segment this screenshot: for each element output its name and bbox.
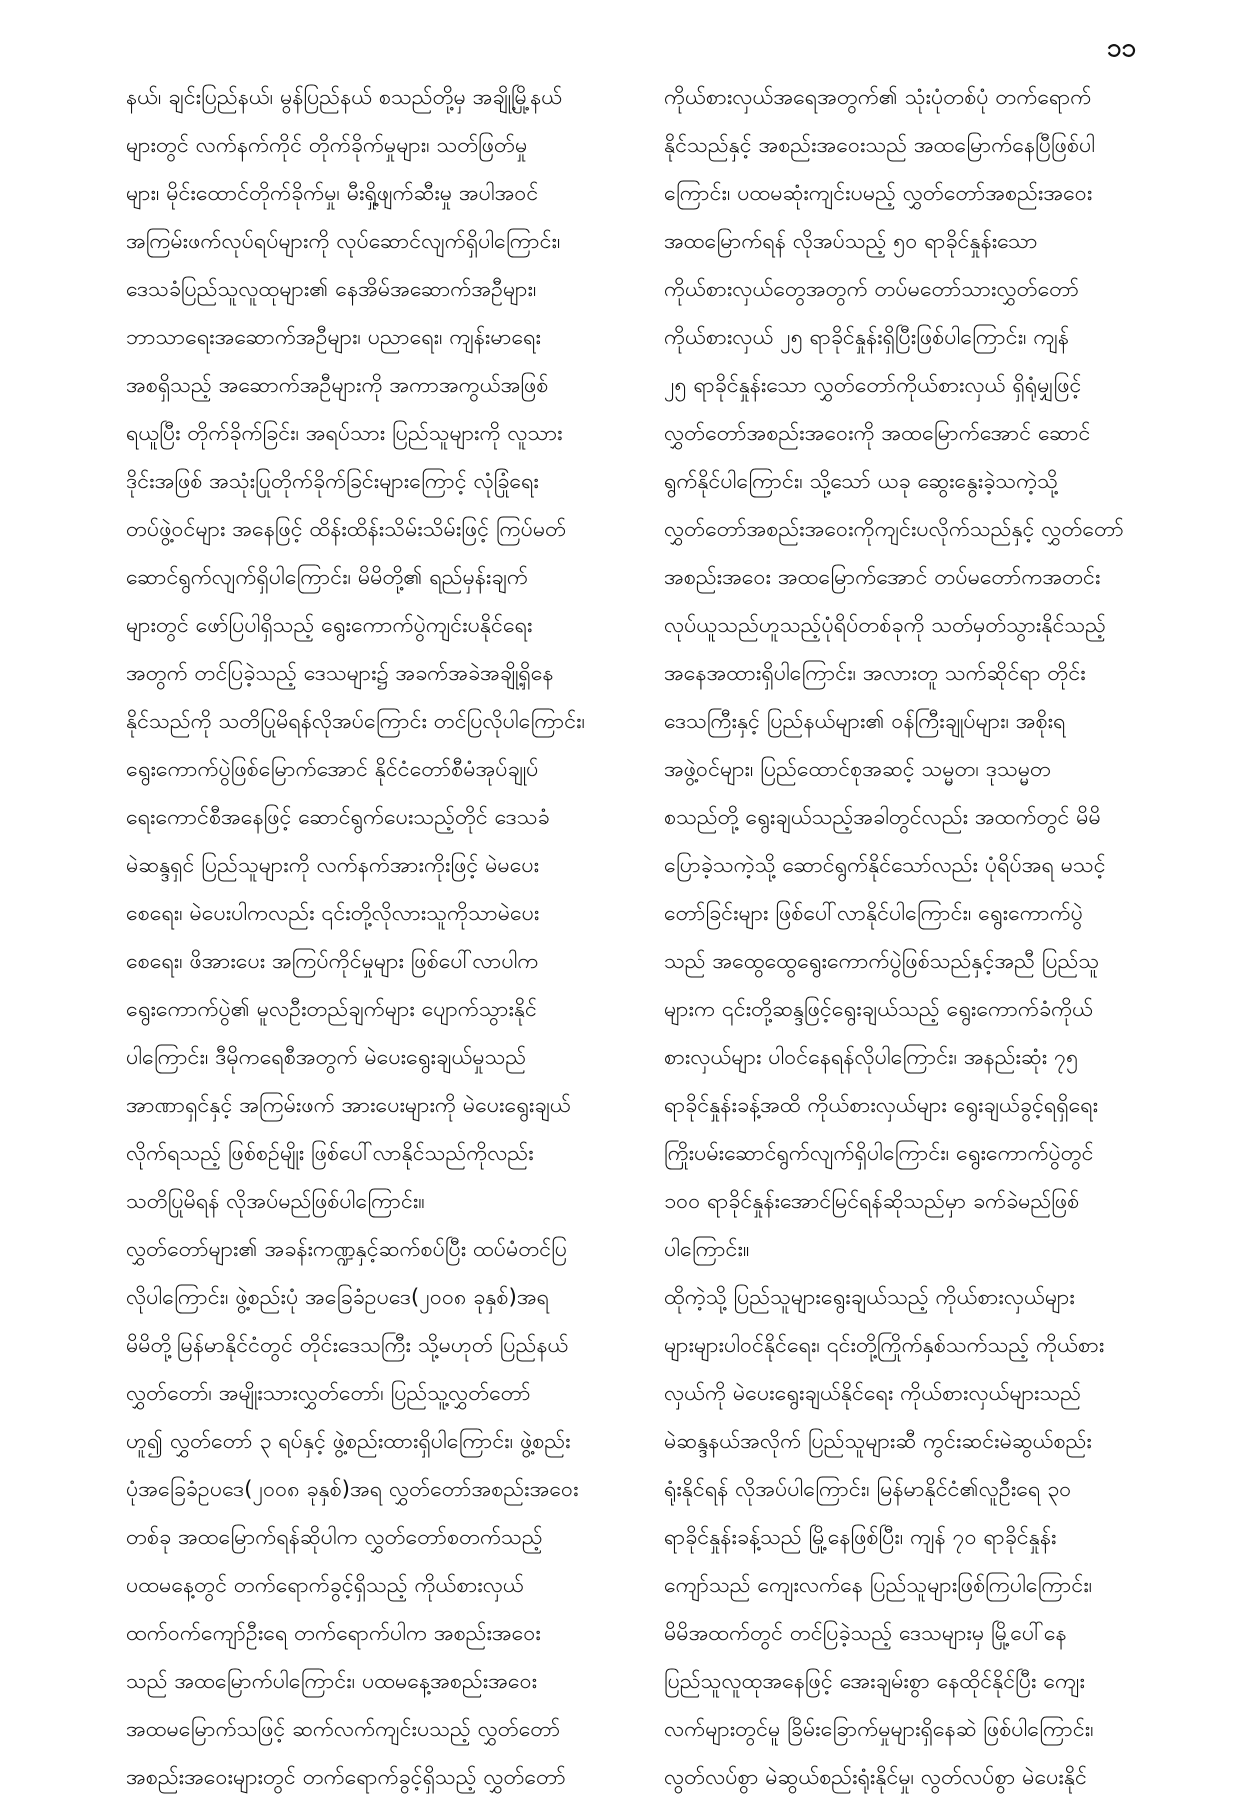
text-line: မိမိအထက်တွင် တင်ပြခဲ့သည့် ဒေသများမှ မြို့ပေါ်နေ [664, 1621, 1067, 1646]
text-line: ၁၀၀ ရာခိုင်နှုန်းအောင်မြင်ရန်ဆိုသည်မှာ ခက်ခဲမည်ဖြစ် [664, 1189, 1080, 1214]
text-line: အထမြောက်ရန် လိုအပ်သည့် ၅၀ ရာခိုင်နှုန်းသော [664, 229, 1038, 254]
text-line: လွတ်လပ်စွာ မဲဆွယ်စည်းရုံးနိုင်မှု၊ လွတ်လပ်စွာ မဲပေးနိုင် [664, 1765, 1087, 1790]
text-line: အထမမြောက်သဖြင့် ဆက်လက်ကျင်းပသည့် လွှတ်တော် [126, 1717, 561, 1742]
text-line: သတိပြုမိရန် လိုအပ်မည်ဖြစ်ပါကြောင်း။ [126, 1189, 425, 1214]
text-line: စေရေး၊ မဲပေးပါကလည်း ၎င်းတို့လိုလားသူကိုသာမဲပေး [126, 901, 540, 926]
text-line: ဒိုင်းအဖြစ် အသုံးပြုတိုက်ခိုက်ခြင်းများကြောင့် လုံခြုံရေး [126, 469, 539, 494]
text-line: ဒေသကြီးနှင့် ပြည်နယ်များ၏ ဝန်ကြီးချုပ်များ၊ အစိုးရ [664, 709, 1066, 734]
left-column [126, 74, 620, 1802]
text-line: ရုံးနိုင်ရန် လိုအပ်ပါကြောင်း၊ မြန်မာနိုင်ငံ၏လူဦးရေ ၃၀ [664, 1477, 1072, 1502]
text-line: ရယူပြီး တိုက်ခိုက်ခြင်း၊ အရပ်သား ပြည်သူများကို လူသား [126, 421, 563, 446]
text-line: ကြိုးပမ်းဆောင်ရွက်လျက်ရှိပါကြောင်း၊ ရွေးကောက်ပွဲတွင် [664, 1141, 1094, 1166]
bullet-text: လွှတ်တော်များ၏ အခန်းကဏ္ဍနှင့်ဆက်စပ်ပြီး ထပ်မံတင်ပြ [126, 1237, 568, 1262]
text-line: ထက်ဝက်ကျော်ဦးရေ တက်ရောက်ပါက အစည်းအဝေး [126, 1621, 541, 1646]
page-number: ၁၁ [1106, 33, 1136, 63]
text-line: တစ်ခု အထမြောက်ရန်ဆိုပါက လွှတ်တော်စတက်သည့် [126, 1525, 543, 1550]
text-line: သည် အထွေထွေရွေးကောက်ပွဲဖြစ်သည်နှင့်အညီ ပြည်သူ [664, 949, 1100, 974]
text-line: အစရှိသည့် အဆောက်အဦများကို အကာအကွယ်အဖြစ် [126, 373, 549, 398]
text-line: ဘာသာရေးအဆောက်အဦများ၊ ပညာရေး၊ ကျန်းမာရေး [126, 325, 541, 350]
text-line: တပ်ဖွဲ့ဝင်များ အနေဖြင့် ထိန်းထိန်းသိမ်းသိမ်းဖြင့် ကြပ်မတ် [126, 517, 567, 542]
text-line [126, 1226, 620, 1274]
text-line: ၂၅ ရာခိုင်နှုန်းသော လွှတ်တော်ကိုယ်စားလှယ် ရှိရုံမျှဖြင့် [664, 373, 1082, 398]
text-line: အဖွဲ့ဝင်များ၊ ပြည်ထောင်စုအဆင့် သမ္မတ၊ ဒုသမ္မတ [664, 757, 1051, 782]
text-line: အစည်းအဝေးများတွင် တက်ရောက်ခွင့်ရှိသည့် လွှတ်တော် [126, 1765, 566, 1790]
text-line: လိုပါကြောင်း၊ ဖွဲ့စည်းပုံ အခြေခံဥပဒေ(၂၀၀၈ ခုနှစ်)အရ [126, 1285, 549, 1310]
text-line: နိုင်သည်နှင့် အစည်းအဝေးသည် အထမြောက်နေပြီဖြစ်ပါ [664, 133, 1095, 158]
text-line: လိုက်ရသည့် ဖြစ်စဉ်မျိုး ဖြစ်ပေါ်လာနိုင်သည်ကိုလည်း [126, 1141, 534, 1166]
text-line: အနေအထားရှိပါကြောင်း၊ အလားတူ သက်ဆိုင်ရာ တိုင်း [664, 661, 1086, 686]
text-line: များ၊ မိုင်းထောင်တိုက်ခိုက်မှု၊ မီးရှို့ဖျက်ဆီးမှု အပါအဝင် [126, 181, 539, 206]
text-line: လွှတ်တော်အစည်းအဝေးကို အထမြောက်အောင် ဆောင် [664, 421, 1091, 446]
text-line: လွှတ်တော်၊ အမျိုးသားလွှတ်တော်၊ ပြည်သူ့လွှတ်တော် [126, 1381, 531, 1406]
text-line: ကိုယ်စားလှယ်တွေအတွက် တပ်မတော်သားလွှတ်တော် [664, 277, 1080, 302]
text-line: ပါကြောင်း။ [664, 1237, 750, 1262]
text-line: မဲဆန္ဒနယ်အလိုက် ပြည်သူများဆီ ကွင်းဆင်းမဲဆွယ်စည်း [664, 1429, 1092, 1454]
text-line: ပြည်သူလူထုအနေဖြင့် အေးချမ်းစွာ နေထိုင်နိုင်ပြီး ကျေး [664, 1669, 1085, 1694]
text-line: ရွက်နိုင်ပါကြောင်း၊ သို့သော် ယခု ဆွေးနွေးခဲ့သကဲ့သို့ [664, 469, 1058, 494]
text-line: တော်ခြင်းများ ဖြစ်ပေါ်လာနိုင်ပါကြောင်း၊ ရွေးကောက်ပွဲ [664, 901, 1083, 926]
text-line: ရေးကောင်စီအနေဖြင့် ဆောင်ရွက်ပေးသည့်တိုင် ဒေသခံ [126, 805, 550, 830]
text-line: လက်များတွင်မူ ခြိမ်းခြောက်မှုများရှိနေဆဲ ဖြစ်ပါကြောင်း၊ [664, 1717, 1094, 1742]
text-line: ကိုယ်စားလှယ် ၂၅ ရာခိုင်နှုန်းရှိပြီးဖြစ်ပါကြောင်း၊ ကျန် [664, 325, 1069, 350]
text-line [664, 1274, 1158, 1322]
text-line: နိုင်သည်ကို သတိပြုမိရန်လိုအပ်ကြောင်း တင်ပြလိုပါကြောင်း၊ [126, 709, 586, 734]
text-line: နယ်၊ ချင်းပြည်နယ်၊ မွန်ပြည်နယ် စသည်တို့မှ အချို့မြို့နယ် [126, 85, 563, 110]
text-line: စားလှယ်များ ပါဝင်နေရန်လိုပါကြောင်း၊ အနည်းဆုံး ၇၅ [664, 1045, 1079, 1070]
text-line: ရွေးကောက်ပွဲ၏ မူလဦးတည်ချက်များ ပျောက်သွားနိုင် [126, 997, 537, 1022]
text-line: လုပ်ယူသည်ဟူသည့်ပုံရိပ်တစ်ခုကို သတ်မှတ်သွားနိုင်သည့် [664, 613, 1106, 638]
text-line: များတွင် ဖော်ပြပါရှိသည့် ရွေးကောက်ပွဲကျင်းပနိုင်ရေး [126, 613, 533, 638]
bullet-text: ထိုကဲ့သို့ ပြည်သူများရွေးချယ်သည့် ကိုယ်စားလှယ်များ [664, 1285, 1075, 1310]
text-line: ရာခိုင်နှုန်းခန့်သည် မြို့နေဖြစ်ပြီး၊ ကျန် ၇၀ ရာခိုင်နှုန်း [664, 1525, 1057, 1550]
text-line: သည် အထမြောက်ပါကြောင်း၊ ပထမနေ့အစည်းအဝေး [126, 1669, 538, 1694]
text-line: ပထမနေ့တွင် တက်ရောက်ခွင့်ရှိသည့် ကိုယ်စားလှယ် [126, 1573, 524, 1598]
text-line: ရွေးကောက်ပွဲဖြစ်မြောက်အောင် နိုင်ငံတော်စီမံအုပ်ချုပ် [126, 757, 539, 782]
text-line: ပါကြောင်း၊ ဒီမိုကရေစီအတွက် မဲပေးရွေးချယ်မှုသည် [126, 1045, 527, 1070]
text-line: များများပါဝင်နိုင်ရေး၊ ၎င်းတို့ကြိုက်နှစ်သက်သည့် ကိုယ်စား [664, 1333, 1105, 1358]
text-line: ပုံအခြေခံဥပဒေ(၂၀၀၈ ခုနှစ်)အရ လွှတ်တော်အစည်းအဝေး [126, 1477, 579, 1502]
text-line: စေရေး၊ ဖိအားပေး အကြပ်ကိုင်မှုများ ဖြစ်ပေါ်လာပါက [126, 949, 539, 974]
right-column [664, 74, 1158, 1802]
text-line: မဲဆန္ဒရှင် ပြည်သူများကို လက်နက်အားကိုးဖြင့် မဲမပေး [126, 853, 540, 878]
text-line: ပြောခဲ့သကဲ့သို့ ဆောင်ရွက်နိုင်သော်လည်း ပုံရိပ်အရ မသင့် [664, 853, 1106, 878]
text-line: များတွင် လက်နက်ကိုင် တိုက်ခိုက်မှုများ၊ သတ်ဖြတ်မှု [126, 133, 528, 158]
text-line: လွှတ်တော်အစည်းအဝေးကိုကျင်းပလိုက်သည်နှင့် လွှတ်တော် [664, 517, 1124, 542]
text-line: အစည်းအဝေး အထမြောက်အောင် တပ်မတော်ကအတင်း [664, 565, 1101, 590]
text-line: ရာခိုင်နှုန်းခန့်အထိ ကိုယ်စားလှယ်များ ရွေးချယ်ခွင့်ရရှိရေး [664, 1093, 1099, 1118]
text-line: ဆောင်ရွက်လျက်ရှိပါကြောင်း၊ မိမိတို့၏ ရည်မှန်းချက် [126, 565, 528, 590]
text-line: အကြမ်းဖက်လုပ်ရပ်များကို လုပ်ဆောင်လျက်ရှိပါကြောင်း၊ [126, 229, 561, 254]
text-line: မိမိတို့မြန်မာနိုင်ငံတွင် တိုင်းဒေသကြီး သို့မဟုတ် ပြည်နယ် [126, 1333, 569, 1358]
text-line: စသည်တို့ ရွေးချယ်သည့်အခါတွင်လည်း အထက်တွင် မိမိ [664, 805, 1101, 830]
text-line: ဒေသခံပြည်သူလူထုများ၏ နေအိမ်အဆောက်အဦများ၊ [126, 277, 537, 302]
text-line: အတွက် တင်ပြခဲ့သည့် ဒေသများ၌ အခက်အခဲအချို့ရှိနေ [126, 661, 554, 686]
text-line: ကြောင်း၊ ပထမဆုံးကျင်းပမည့် လွှတ်တော်အစည်းအဝေး [664, 181, 1093, 206]
text-line: ဟူ၍ လွှတ်တော် ၃ ရပ်နှင့် ဖွဲ့စည်းထားရှိပါကြောင်း၊ ဖွဲ့စည်း [126, 1429, 571, 1454]
text-line: ကျော်သည် ကျေးလက်နေ ပြည်သူများဖြစ်ကြပါကြောင်း၊ [664, 1573, 1093, 1598]
text-line: လှယ်ကို မဲပေးရွေးချယ်နိုင်ရေး ကိုယ်စားလှယ်များသည် [664, 1381, 1082, 1406]
text-line: ကိုယ်စားလှယ်အရေအတွက်၏ သုံးပုံတစ်ပုံ တက်ရောက် [664, 85, 1092, 110]
text-line: အာဏာရှင်နှင့် အကြမ်းဖက် အားပေးများကို မဲပေးရွေးချယ် [126, 1093, 571, 1118]
text-line: များက ၎င်းတို့ဆန္ဒဖြင့်ရွေးချယ်သည့် ရွေးကောက်ခံကိုယ် [664, 997, 1093, 1022]
